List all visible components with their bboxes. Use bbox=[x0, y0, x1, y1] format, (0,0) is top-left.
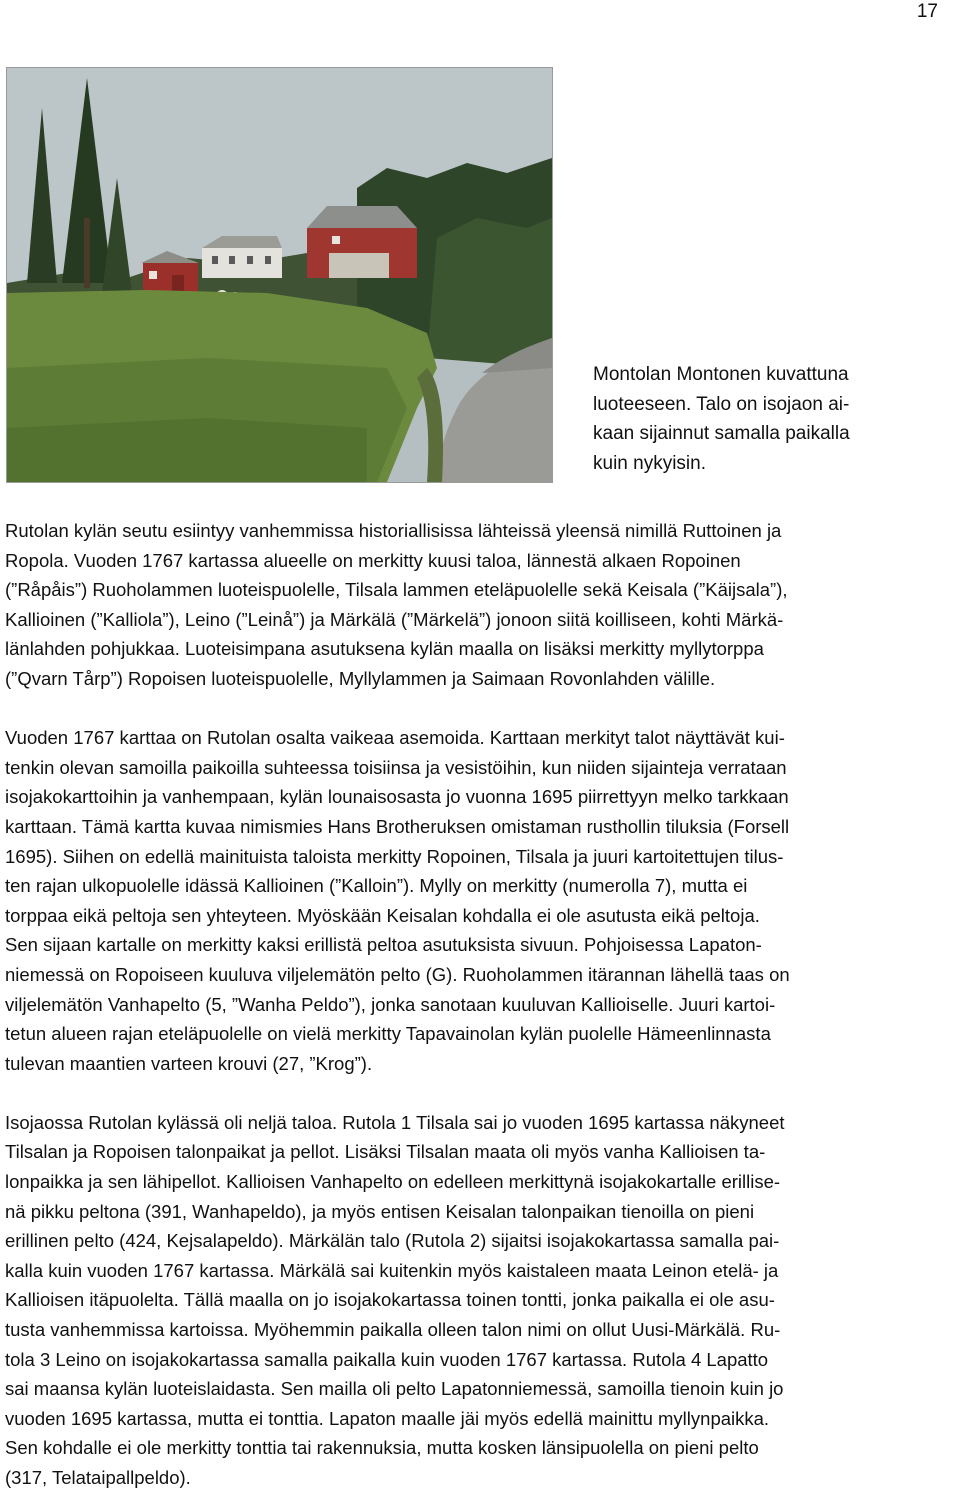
photo-caption: Montolan Montonen kuvattuna luoteeseen. Talo on isojaon ai- kaan sijainnut samalla paikalla kuin nykyisin. bbox=[593, 364, 850, 474]
farmstead-photo bbox=[6, 67, 553, 483]
paragraph: Rutolan kylän seutu esiintyy vanhemmissa historiallisissa lähteissä yleensä nimillä Ruttoinen ja Ropola. Vuoden 1767 kartassa alueelle on merkitty kuusi taloa, lännestä alkaen Ropoinen (”Råpåis”) Ruoholammen luoteispuolelle, Tilsala lammen eteläpuolelle sekä Keisala (”Käijsala”), Kallioinen (”Kalliola”), Leino (”Leinå”) ja Märkälä (”Märkelä”) jonoon siitä koilliseen, kohti Märkä- länlahden pohjukkaa. Luoteisimpana asutuksena kylän maalla on lisäksi merkitty myllytorppa (”Qvarn Tårp”) Ropoisen luoteispuolelle, Myllylammen ja Saimaan Rovonlahden välille. bbox=[5, 520, 788, 689]
paragraph: Isojaossa Rutolan kylässä oli neljä taloa. Rutola 1 Tilsala sai jo vuoden 1695 kartassa näkyneet Tilsalan ja Ropoisen talonpaikat ja pellot. Lisäksi Tilsalan maata oli myös vanha Kallioisen ta- lonpaikka ja sen lähipellot. Kallioisen Vanhapelto on edelleen merkittynä isojakokartalle erillise- nä pikku peltona (391, Wanhapeldo), ja myös entisen Keisalan talonpaikan tienoilla on pieni erillinen pelto (424, Kejsalapeldo). Märkälän talo (Rutola 2) sijaitsi isojakokartassa samalla pai- kalla kuin vuoden 1767 kartassa. Märkälä sai kuitenkin myös kaistaleen maata Leinon etelä- ja Kallioisen itäpuolelta. Tällä maalla on jo isojakokartassa toinen tontti, jonka paikalla ei ole asu- tusta vanhemmissa kartoissa. Myöhemmin paikalla olleen talon nimi on ollut Uusi-Märkälä. Ru- tola 3 Leino on isojakokartassa samalla paikalla kuin vuoden 1767 kartassa. Rutola 4 Lapatto sai maansa kylän luoteislaidasta. Sen mailla oli pelto Lapatonniemessä, samoilla tienoin kuin jo vuoden 1695 kartassa, mutta ei tonttia. Lapaton maalle jäi myös edellä mainittu myllynpaikka. Sen kohdalle ei ole merkitty tonttia tai rakennuksia, mutta kosken länsipuolella on pieni pelto (317, Telataipallpeldo). bbox=[5, 1111, 785, 1488]
article-body bbox=[5, 516, 955, 1493]
page-number: 17 bbox=[916, 1, 938, 22]
paragraph: Vuoden 1767 karttaa on Rutolan osalta vaikeaa asemoida. Karttaan merkityt talot näyttävät kui- tenkin olevan samoilla paikoilla suhteessa toisiinsa ja vesistöihin, kun niiden sijainteja verrataan isojakokarttoihin ja vanhempaan, kylän lounaisosasta jo vuonna 1695 piirrettyyn melko tarkkaan karttaan. Tämä kartta kuvaa nimismies Hans Brotheruksen omistaman rusthollin tiluksia (Forsell 1695). Siihen on edellä mainituista taloista merkitty Ropoinen, Tilsala ja juuri kartoitettujen tilus- ten rajan ulkopuolelle idässä Kallioinen (”Kalloin”). Mylly on merkitty (numerolla 7), mutta ei torppaa eikä peltoja sen yhteyteen. Myöskään Keisalan kohdalla ei ole asutusta eikä peltoja. Sen sijaan kartalle on merkitty kaksi erillistä peltoa asutuksista sivuun. Pohjoisessa Lapaton- niemessä on Ropoiseen kuuluva viljelemätön pelto (G). Ruoholammen itärannan lähellä taas on viljelemätön Vanhapelto (5, ”Wanha Peldo”), jonka sanotaan kuuluvan Kallioiselle. Juuri kartoi- tetun alueen rajan eteläpuolelle on vielä merkitty Tapavainolan kylän puolelle Hämeenlinnasta tulevan maantien varteen krouvi (27, ”Krog”). bbox=[5, 727, 790, 1074]
